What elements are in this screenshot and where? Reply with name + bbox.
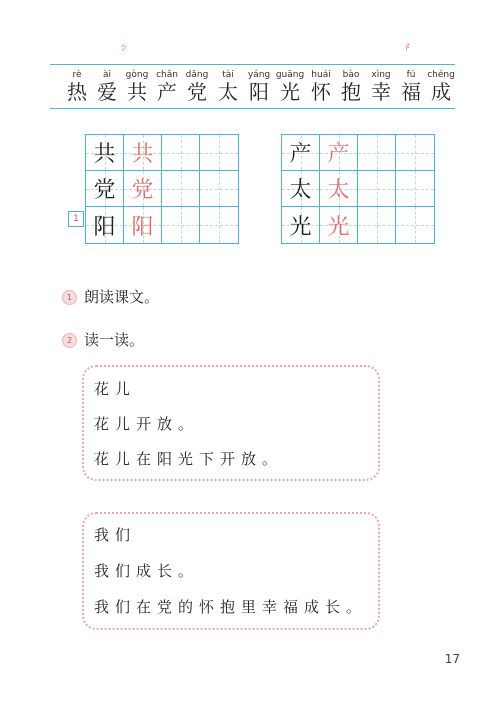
trace-char: 产: [320, 135, 358, 171]
pinyin: ài: [102, 70, 111, 80]
header-character: 福: [401, 80, 421, 104]
writing-cell[interactable]: [162, 207, 200, 243]
practice-grid-left: [85, 134, 239, 244]
practice-grid-right: [281, 134, 435, 244]
model-char: 太: [282, 171, 320, 207]
pinyin: bào: [342, 70, 360, 80]
trace-char: 阳: [124, 207, 162, 243]
writing-cell[interactable]: [396, 207, 434, 243]
model-char: 产: [282, 135, 320, 171]
header-character: 阳: [249, 80, 269, 104]
pinyin: tài: [222, 70, 234, 80]
reading-line: 我们在党的怀抱里幸福成长。: [94, 598, 368, 616]
header-character: 幸: [371, 80, 391, 104]
header-annotation-2: 礻: [404, 43, 414, 53]
pinyin: yáng: [247, 70, 271, 80]
trace-char: 党: [124, 171, 162, 207]
header-annotation-1: ㄅ: [118, 43, 128, 53]
writing-cell[interactable]: [358, 207, 396, 243]
reading-line: 花儿: [94, 380, 137, 398]
pinyin: chéng: [427, 70, 455, 80]
model-char: 共: [86, 135, 124, 171]
pinyin: rè: [72, 70, 82, 80]
model-char: 光: [282, 207, 320, 243]
header-character: 热: [67, 80, 87, 104]
trace-char: 共: [124, 135, 162, 171]
writing-cell[interactable]: [358, 171, 396, 207]
writing-cell[interactable]: [396, 171, 434, 207]
header-character: 爱: [97, 80, 117, 104]
pinyin: chǎn: [156, 70, 178, 80]
model-char: 党: [86, 171, 124, 207]
page-number: 17: [444, 652, 460, 666]
writing-cell[interactable]: [200, 207, 238, 243]
header-character: 产: [157, 80, 177, 104]
reading-line: 花儿开放。: [94, 415, 200, 433]
header-character: 抱: [341, 80, 361, 104]
writing-cell[interactable]: [396, 135, 434, 171]
reading-line: 我们成长。: [94, 562, 200, 580]
exercise-label-1: 朗读课文。: [84, 288, 160, 306]
pinyin: xìng: [371, 70, 391, 80]
header-character: 太: [218, 80, 238, 104]
pinyin: huái: [311, 70, 331, 80]
exercise-number-1: 1: [62, 290, 77, 305]
reading-line: 花儿在阳光下开放。: [94, 450, 284, 468]
writing-cell[interactable]: [162, 135, 200, 171]
header-character: 成: [431, 80, 451, 104]
trace-char: 太: [320, 171, 358, 207]
writing-cell[interactable]: [200, 171, 238, 207]
pinyin: gòng: [125, 70, 149, 80]
trace-char: 光: [320, 207, 358, 243]
pinyin: dǎng: [185, 70, 209, 80]
header-top-line: [50, 64, 455, 65]
reading-line: 我们: [94, 526, 137, 544]
writing-cell[interactable]: [358, 135, 396, 171]
header-character: 党: [187, 80, 207, 104]
writing-cell[interactable]: [162, 171, 200, 207]
pinyin: fú: [406, 70, 416, 80]
writing-cell[interactable]: [200, 135, 238, 171]
exercise-label-2: 读一读。: [84, 331, 145, 349]
header-character: 共: [127, 80, 147, 104]
header-bottom-line: [50, 108, 455, 109]
stroke-order-mark: 1: [68, 211, 84, 227]
header-character: 光: [280, 80, 300, 104]
model-char: 阳: [86, 207, 124, 243]
pinyin: guāng: [275, 70, 305, 80]
header-character: 怀: [311, 80, 331, 104]
exercise-number-2: 2: [62, 333, 77, 348]
